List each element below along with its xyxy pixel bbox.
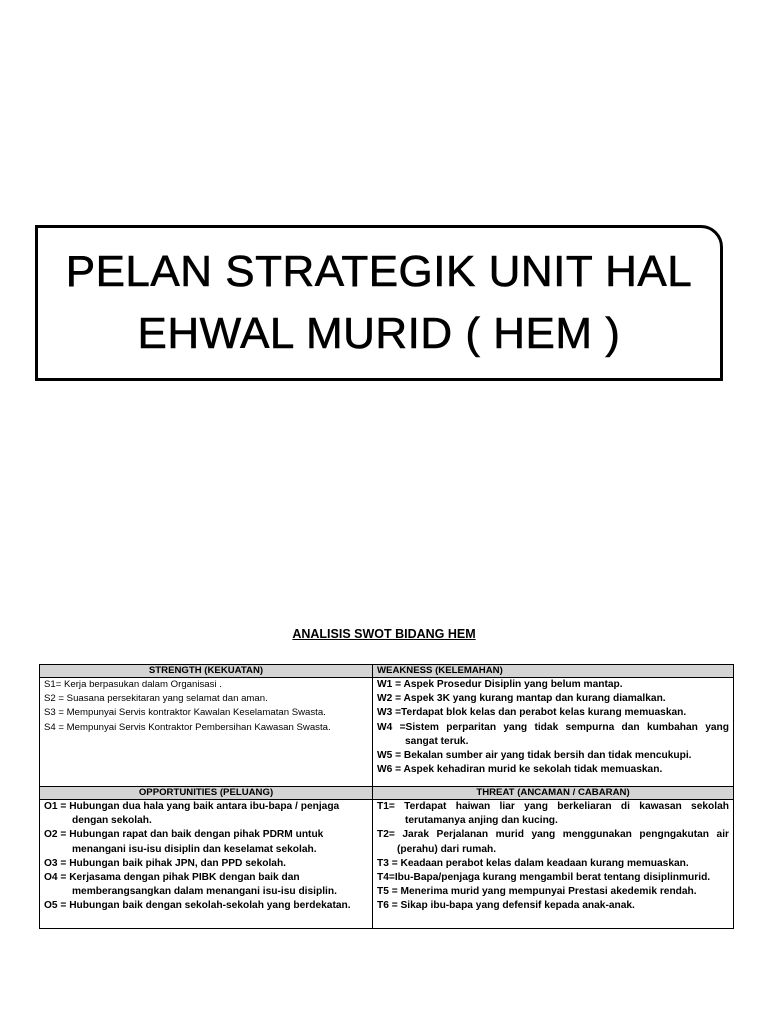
weakness-item: W3 =Terdapat blok kelas dan perabot kelas kurang memuaskan. <box>377 707 687 719</box>
opportunity-item: O2 = Hubungan rapat dan baik dengan pihak PDRM untuk <box>44 829 324 841</box>
swot-heading: ANALISIS SWOT BIDANG HEM <box>292 627 476 641</box>
threat-item: T6 = Sikap ibu-bapa yang defensif kepada anak-anak. <box>377 900 635 912</box>
title-line-1: PELAN STRATEGIK UNIT HAL <box>65 247 693 296</box>
strength-header: STRENGTH (KEKUATAN) <box>40 665 373 678</box>
title-box <box>35 225 723 381</box>
threat-header: THREAT (ANCAMAN / CABARAN) <box>373 787 734 800</box>
opportunity-item-continued: memberangsangkan dalam menangani isu-isu disiplin. <box>72 886 337 898</box>
opportunities-header: OPPORTUNITIES (PELUANG) <box>40 787 373 800</box>
swot-table <box>39 664 734 929</box>
weakness-item: W2 = Aspek 3K yang kurang mantap dan kurang diamalkan. <box>377 693 666 705</box>
strength-item: S2 = Suasana persekitaran yang selamat dan aman. <box>44 693 268 705</box>
threat-cell <box>373 800 734 929</box>
weakness-header: WEAKNESS (KELEMAHAN) <box>373 665 734 678</box>
threat-item: T5 = Menerima murid yang mempunyai Prestasi akedemik rendah. <box>377 886 697 898</box>
weakness-cell <box>373 678 734 787</box>
threat-item: T4=Ibu-Bapa/penjaga kurang mengambil berat tentang disiplinmurid. <box>377 872 711 884</box>
opportunity-item: O3 = Hubungan baik pihak JPN, dan PPD sekolah. <box>44 857 287 869</box>
opportunity-item: O4 = Kerjasama dengan pihak PIBK dengan baik dan <box>44 872 300 884</box>
weakness-item: W5 = Bekalan sumber air yang tidak bersih dan tidak mencukupi. <box>377 750 692 762</box>
threat-item: T3 = Keadaan perabot kelas dalam keadaan kurang memuaskan. <box>377 857 689 869</box>
opportunity-item-continued: dengan sekolah. <box>72 815 152 827</box>
opportunity-item: O5 = Hubungan baik dengan sekolah-sekolah yang berdekatan. <box>44 900 351 912</box>
opportunity-item: O1 = Hubungan dua hala yang baik antara ibu-bapa / penjaga <box>44 801 340 812</box>
weakness-item: W4 =Sistem perparitan yang tidak sempurna dan kumbahan yang <box>377 721 729 733</box>
opportunity-item-continued: menangani isu-isu disiplin dan keselamat sekolah. <box>72 843 317 855</box>
threat-item: T2= Jarak Perjalanan murid yang menggunakan pengngakutan air <box>377 829 729 841</box>
strength-item: S3 = Mempunyai Servis kontraktor Kawalan Keselamatan Swasta. <box>44 707 326 719</box>
weakness-item: W1 = Aspek Prosedur Disiplin yang belum mantap. <box>377 679 623 690</box>
weakness-item: W6 = Aspek kehadiran murid ke sekolah tidak memuaskan. <box>377 764 663 776</box>
strength-cell <box>40 678 373 787</box>
opportunities-cell <box>40 800 373 929</box>
weakness-item-continued: sangat teruk. <box>405 735 469 747</box>
threat-item-continued: (perahu) dari rumah. <box>397 843 497 855</box>
strength-item: S1= Kerja berpasukan dalam Organisasi . <box>44 679 222 690</box>
strength-item: S4 = Mempunyai Servis Kontraktor Pembersihan Kawasan Swasta. <box>44 721 331 733</box>
threat-item-continued: terutamanya anjing dan kucing. <box>405 815 558 827</box>
threat-item: T1= Terdapat haiwan liar yang berkeliaran di kawasan sekolah <box>377 801 729 812</box>
title-line-2: EHWAL MURID ( HEM ) <box>137 309 621 358</box>
